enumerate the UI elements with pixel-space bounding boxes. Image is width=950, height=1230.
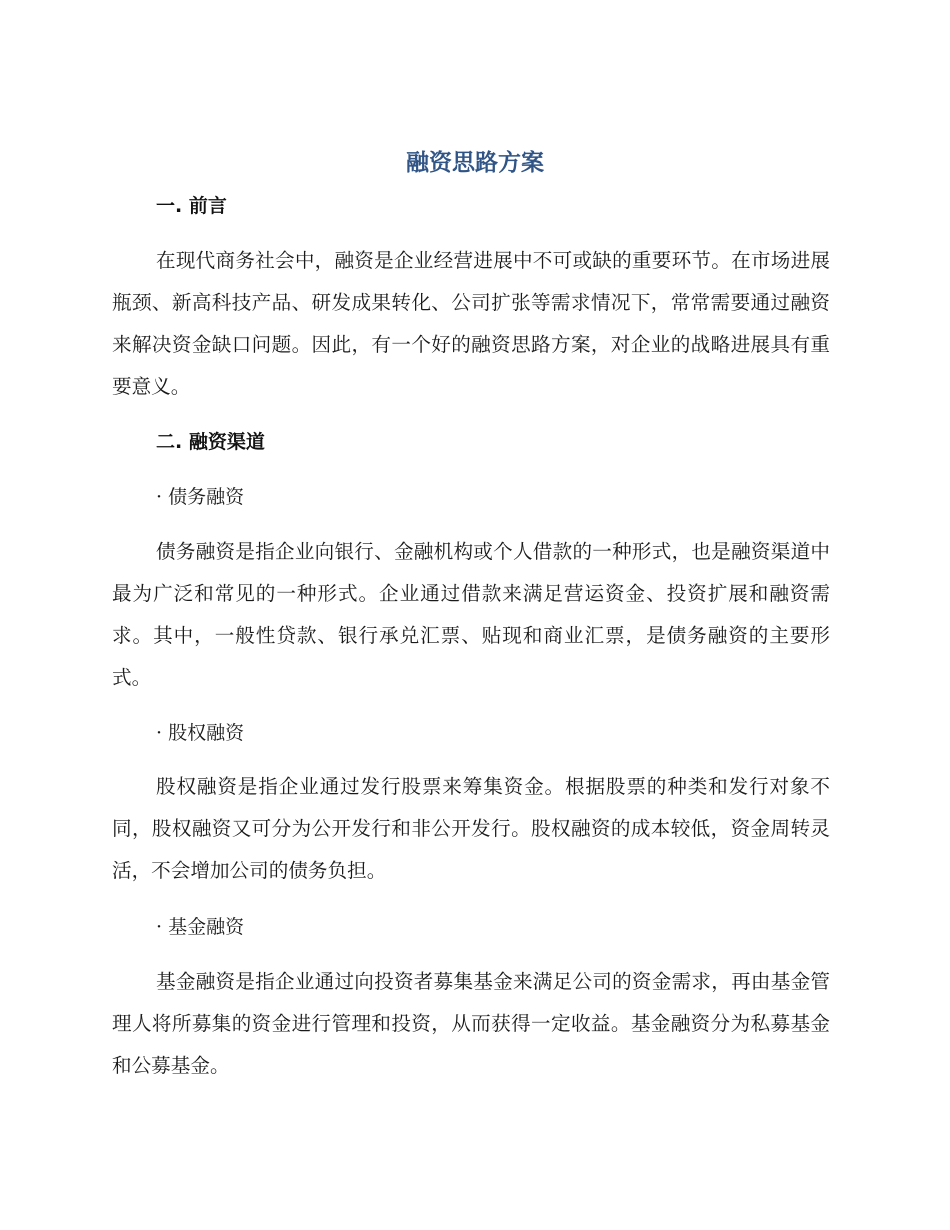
bullet-debt-financing: · 债务融资 xyxy=(156,486,245,508)
bullet-equity-financing: · 股权融资 xyxy=(156,722,245,744)
preface-paragraph: 在现代商务社会中，融资是企业经营进展中不可或缺的重要环节。在市场进展瓶颈、新高科技产品、研发成果转化、公司扩张等需求情况下，常常需要通过融资来解决资金缺口问题。因此，有一个好的融资思路方案，对企业的战略进展具有重要意义。 xyxy=(112,249,830,398)
bullet-fund-financing: · 基金融资 xyxy=(156,916,245,938)
document-title: 融资思路方案 xyxy=(406,150,544,176)
section-heading-financing-channels: 二. 融资渠道 xyxy=(156,431,265,453)
section-heading-preface: 一. 前言 xyxy=(156,195,227,217)
debt-financing-paragraph: 债务融资是指企业向银行、金融机构或个人借款的一种形式，也是融资渠道中最为广泛和常见的一种形式。企业通过借款来满足营运资金、投资扩展和融资需求。其中，一般性贷款、银行承兑汇票、贴现和商业汇票，是债务融资的主要形式。 xyxy=(112,540,830,689)
equity-financing-paragraph: 股权融资是指企业通过发行股票来筹集资金。根据股票的种类和发行对象不同，股权融资又可分为公开发行和非公开发行。股权融资的成本较低，资金周转灵活，不会增加公司的债务负担。 xyxy=(112,775,830,882)
fund-financing-paragraph: 基金融资是指企业通过向投资者募集基金来满足公司的资金需求，再由基金管理人将所募集的资金进行管理和投资，从而获得一定收益。基金融资分为私募基金和公募基金。 xyxy=(112,970,830,1077)
